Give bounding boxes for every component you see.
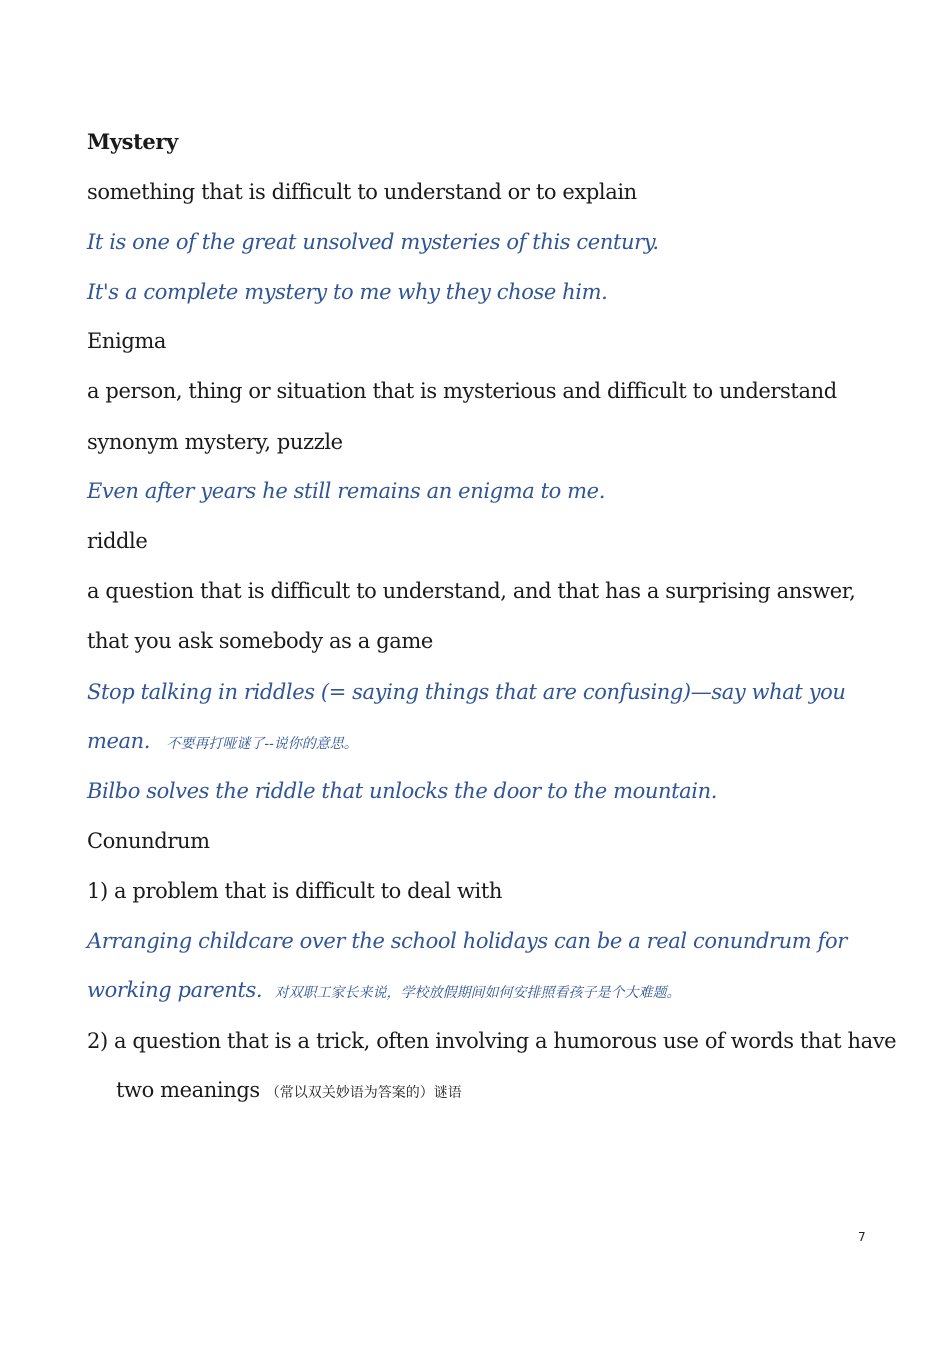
headword-enigma: Enigma [87, 329, 167, 353]
definition-riddle-line-1: a question that is difficult to understand, and that has a surprising answer, [87, 579, 856, 603]
sense-conundrum-2-translation: （常以双关妙语为答案的）谜语 [265, 1085, 462, 1101]
sense-conundrum-2-end: two meanings [116, 1078, 260, 1102]
headword-mystery: Mystery [87, 129, 178, 154]
page-number: 7 [858, 1230, 866, 1244]
example-conundrum-1-line-1: Arranging childcare over the school holidays can be a real conundrum for [87, 929, 847, 953]
example-mystery-2: It's a complete mystery to me why they chose him. [87, 280, 608, 304]
sense-conundrum-2-line-2 [116, 1075, 462, 1108]
example-riddle-1-end: mean. [87, 729, 151, 753]
example-riddle-1-translation: 不要再打哑谜了--说你的意思。 [166, 736, 358, 752]
example-enigma-1: Even after years he still remains an enigma to me. [87, 479, 605, 503]
headword-conundrum: Conundrum [87, 829, 210, 853]
example-conundrum-1-line-2 [87, 975, 680, 1008]
synonym-enigma: synonym mystery, puzzle [87, 430, 343, 454]
definition-riddle-line-2: that you ask somebody as a game [87, 629, 433, 653]
example-riddle-1-line-1: Stop talking in riddles (= saying things that are confusing)—say what you [87, 680, 846, 704]
sense-conundrum-1: 1) a problem that is difficult to deal with [87, 879, 503, 903]
headword-riddle: riddle [87, 529, 148, 553]
example-riddle-2: Bilbo solves the riddle that unlocks the door to the mountain. [87, 779, 717, 803]
example-conundrum-1-end: working parents. [87, 978, 263, 1002]
definition-enigma: a person, thing or situation that is mysterious and difficult to understand [87, 379, 837, 403]
definition-mystery: something that is difficult to understand or to explain [87, 180, 637, 204]
example-mystery-1: It is one of the great unsolved mysteries of this century. [87, 230, 659, 254]
sense-conundrum-2-line-1: 2) a question that is a trick, often involving a humorous use of words that have [87, 1029, 897, 1053]
example-conundrum-1-translation: 对双职工家长来说，学校放假期间如何安排照看孩子是个大难题。 [274, 985, 681, 1001]
example-riddle-1-line-2 [87, 726, 358, 759]
